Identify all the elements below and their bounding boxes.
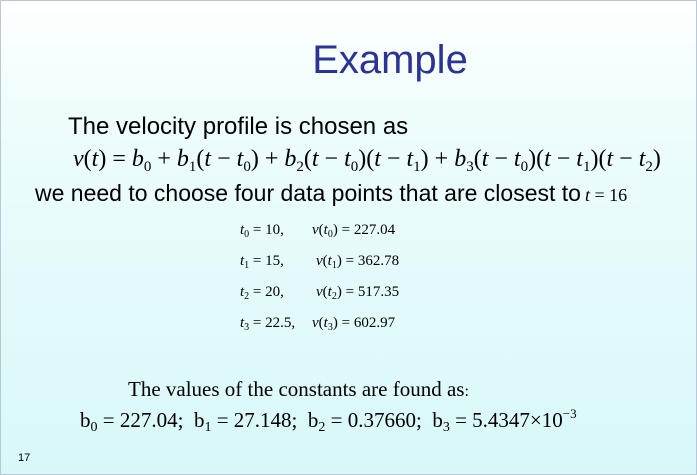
slide-title: Example: [312, 38, 468, 82]
constant-b2: $b_2 = 0.37660$;: [307, 408, 422, 435]
constant-b1: $b_1 = 27.148$;: [193, 408, 298, 435]
constant-b3: $b_3 = 5.4347\times 10^{-3}$: [432, 406, 577, 435]
page-number: 17: [18, 452, 31, 464]
prompt-text: we need to choose four data points that are closest to t = 16: [35, 180, 628, 206]
intro-text: The velocity profile is chosen as: [68, 113, 409, 140]
constants-label: The values of the constants are found as:: [128, 377, 469, 401]
target-time: t = 16: [584, 185, 628, 205]
constants-values: [80, 406, 577, 436]
velocity-equation: $v(t) = b_0 + b_1(t - t_0) + b_2(t - t_0)(t - t_1) + b_3(t - t_0)(t - t_1)(t - t_2)$: [73, 146, 661, 175]
constant-b0: $b_0 = 227.04$;: [80, 408, 184, 435]
